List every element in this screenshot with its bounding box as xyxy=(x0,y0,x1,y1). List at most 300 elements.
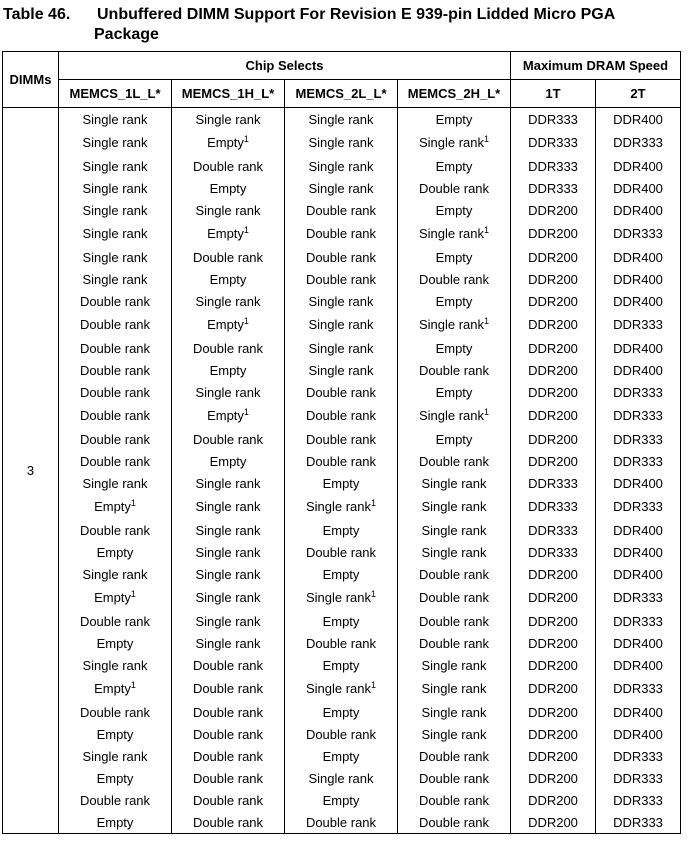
cell-value: Single rank xyxy=(195,499,261,514)
speed-2t-cell: DDR333 xyxy=(596,450,681,472)
table-row xyxy=(3,450,681,472)
cell-value: Double rank xyxy=(305,726,377,742)
cell-value: Double rank xyxy=(79,384,151,400)
cell-value: Single rank xyxy=(195,544,261,560)
cell-value: Empty xyxy=(322,657,360,673)
cell-value: Single rank xyxy=(421,522,487,538)
cell-value: Single rank xyxy=(421,704,487,720)
cell-value: Empty xyxy=(322,566,360,582)
cell-value: Single rank xyxy=(418,408,485,423)
cell-value: Double rank xyxy=(79,340,151,356)
speed-1t-cell: DDR200 xyxy=(511,312,596,337)
cell-value: Empty xyxy=(94,681,131,696)
footnote-marker: 1 xyxy=(484,225,490,235)
speed-2t-cell: DDR333 xyxy=(596,428,681,450)
footnote-marker: 1 xyxy=(484,134,490,144)
cell-value: Empty xyxy=(209,271,247,287)
chip-select-cell-memcs-1h xyxy=(172,450,285,472)
cell-value: Double rank xyxy=(79,613,151,629)
chip-select-cell-memcs-1h xyxy=(172,789,285,811)
footnote-marker: 1 xyxy=(130,680,136,690)
header-max-dram-speed: Maximum DRAM Speed xyxy=(511,52,681,80)
chip-select-cell-memcs-1l xyxy=(59,632,172,654)
chip-select-cell-memcs-2h xyxy=(398,312,511,337)
chip-select-cell-memcs-2l xyxy=(285,177,398,199)
chip-select-cell-memcs-1h xyxy=(172,155,285,177)
cell-value: Single rank xyxy=(195,522,261,538)
chip-select-cell-memcs-2l xyxy=(285,312,398,337)
chip-select-cell-memcs-1h xyxy=(172,428,285,450)
chip-select-cell-memcs-1l xyxy=(59,541,172,563)
chip-select-cell-memcs-1h xyxy=(172,767,285,789)
chip-select-cell-memcs-1h xyxy=(172,745,285,767)
chip-select-cell-memcs-2l xyxy=(285,108,398,131)
chip-select-cell-memcs-1l xyxy=(59,811,172,834)
chip-select-cell-memcs-1h xyxy=(172,177,285,199)
chip-select-cell-memcs-1l xyxy=(59,108,172,131)
cell-value: Double rank xyxy=(192,249,264,265)
cell-value: Double rank xyxy=(79,453,151,469)
chip-select-cell-memcs-1h xyxy=(172,268,285,290)
chip-select-cell-memcs-2h xyxy=(398,541,511,563)
chip-select-cell-memcs-1l xyxy=(59,199,172,221)
chip-select-cell-memcs-2l xyxy=(285,268,398,290)
speed-1t-cell: DDR200 xyxy=(511,337,596,359)
cell-value: Double rank xyxy=(418,613,490,629)
footnote-marker: 1 xyxy=(371,589,377,599)
cell-value: Double rank xyxy=(305,384,377,400)
speed-1t-cell: DDR200 xyxy=(511,246,596,268)
cell-value: Double rank xyxy=(305,249,377,265)
header-2t: 2T xyxy=(596,80,681,108)
speed-2t-cell: DDR333 xyxy=(596,811,681,834)
chip-select-cell-memcs-1h xyxy=(172,610,285,632)
chip-select-cell-memcs-2l xyxy=(285,563,398,585)
chip-select-cell-memcs-2h xyxy=(398,268,511,290)
chip-select-cell-memcs-1h xyxy=(172,494,285,519)
chip-select-cell-memcs-2h xyxy=(398,811,511,834)
footnote-marker: 1 xyxy=(243,407,249,417)
chip-select-cell-memcs-2l xyxy=(285,199,398,221)
speed-1t-cell: DDR333 xyxy=(511,541,596,563)
chip-select-cell-memcs-1l xyxy=(59,177,172,199)
speed-1t-cell: DDR200 xyxy=(511,403,596,428)
cell-value: Double rank xyxy=(192,770,264,786)
cell-value: Double rank xyxy=(418,566,490,582)
chip-select-cell-memcs-2l xyxy=(285,472,398,494)
chip-select-cell-memcs-2l xyxy=(285,654,398,676)
header-memcs-1h: MEMCS_1H_L* xyxy=(172,80,285,108)
table-row xyxy=(3,359,681,381)
cell-value: Empty xyxy=(322,613,360,629)
chip-select-cell-memcs-2h xyxy=(398,403,511,428)
chip-select-cell-memcs-1h xyxy=(172,403,285,428)
cell-value: Double rank xyxy=(79,704,151,720)
cell-value: Double rank xyxy=(79,431,151,447)
speed-2t-cell: DDR400 xyxy=(596,723,681,745)
chip-select-cell-memcs-2l xyxy=(285,789,398,811)
speed-2t-cell: DDR333 xyxy=(596,221,681,246)
chip-select-cell-memcs-2l xyxy=(285,494,398,519)
chip-select-cell-memcs-1l xyxy=(59,610,172,632)
cell-value: Single rank xyxy=(82,271,148,287)
speed-1t-cell: DDR200 xyxy=(511,268,596,290)
footnote-marker: 1 xyxy=(243,134,249,144)
chip-select-cell-memcs-2h xyxy=(398,767,511,789)
cell-value: Single rank xyxy=(421,475,487,491)
table-row xyxy=(3,676,681,701)
cell-value: Double rank xyxy=(418,271,490,287)
table-row xyxy=(3,290,681,312)
table-row xyxy=(3,632,681,654)
chip-select-cell-memcs-2l xyxy=(285,246,398,268)
cell-value: Empty xyxy=(207,317,244,332)
cell-value: Single rank xyxy=(82,475,148,491)
cell-value: Single rank xyxy=(421,657,487,673)
footnote-marker: 1 xyxy=(243,225,249,235)
header-dimms: DIMMs xyxy=(3,52,59,108)
table-row xyxy=(3,789,681,811)
cell-value: Empty xyxy=(209,453,247,469)
cell-value: Single rank xyxy=(418,226,485,241)
cell-value: Single rank xyxy=(308,340,374,356)
table-row xyxy=(3,130,681,155)
cell-value: Double rank xyxy=(192,792,264,808)
cell-value: Double rank xyxy=(192,681,264,696)
chip-select-cell-memcs-1h xyxy=(172,563,285,585)
chip-select-cell-memcs-2l xyxy=(285,290,398,312)
chip-select-cell-memcs-2h xyxy=(398,494,511,519)
cell-value: Empty xyxy=(435,111,473,127)
cell-value: Double rank xyxy=(305,408,377,423)
speed-1t-cell: DDR200 xyxy=(511,767,596,789)
speed-1t-cell: DDR200 xyxy=(511,745,596,767)
cell-value: Double rank xyxy=(305,226,377,241)
cell-value: Single rank xyxy=(308,317,374,332)
table-row xyxy=(3,199,681,221)
cell-value: Single rank xyxy=(82,135,148,150)
chip-select-cell-memcs-1h xyxy=(172,472,285,494)
chip-select-cell-memcs-1l xyxy=(59,654,172,676)
cell-value: Double rank xyxy=(192,158,264,174)
cell-value: Double rank xyxy=(418,180,490,196)
chip-select-cell-memcs-1l xyxy=(59,585,172,610)
chip-select-cell-memcs-2l xyxy=(285,337,398,359)
cell-value: Double rank xyxy=(418,453,490,469)
table-row xyxy=(3,585,681,610)
table-row xyxy=(3,811,681,834)
cell-value: Single rank xyxy=(308,770,374,786)
chip-select-cell-memcs-2l xyxy=(285,723,398,745)
cell-value: Empty xyxy=(435,340,473,356)
chip-select-cell-memcs-1l xyxy=(59,767,172,789)
speed-2t-cell: DDR333 xyxy=(596,585,681,610)
cell-value: Empty xyxy=(435,249,473,265)
header-1t: 1T xyxy=(511,80,596,108)
cell-value: Double rank xyxy=(418,362,490,378)
cell-value: Double rank xyxy=(305,271,377,287)
cell-value: Single rank xyxy=(195,566,261,582)
table-row xyxy=(3,312,681,337)
table-title xyxy=(3,5,693,45)
speed-2t-cell: DDR333 xyxy=(596,676,681,701)
chip-select-cell-memcs-1h xyxy=(172,519,285,541)
cell-value: Empty xyxy=(207,226,244,241)
chip-select-cell-memcs-2l xyxy=(285,359,398,381)
table-row xyxy=(3,155,681,177)
chip-select-cell-memcs-1l xyxy=(59,428,172,450)
cell-value: Double rank xyxy=(418,792,490,808)
table-row xyxy=(3,221,681,246)
cell-value: Single rank xyxy=(305,590,372,605)
chip-select-cell-memcs-2h xyxy=(398,155,511,177)
speed-1t-cell: DDR200 xyxy=(511,563,596,585)
cell-value: Single rank xyxy=(421,544,487,560)
chip-select-cell-memcs-1h xyxy=(172,130,285,155)
table-number: Table 46. xyxy=(3,6,71,23)
cell-value: Empty xyxy=(96,635,134,651)
cell-value: Empty xyxy=(322,522,360,538)
cell-value: Double rank xyxy=(305,635,377,651)
cell-value: Double rank xyxy=(305,814,377,830)
chip-select-cell-memcs-1h xyxy=(172,676,285,701)
speed-2t-cell: DDR333 xyxy=(596,312,681,337)
cell-value: Single rank xyxy=(82,226,148,241)
cell-value: Empty xyxy=(435,293,473,309)
table-title-line2: Package xyxy=(94,26,159,43)
speed-1t-cell: DDR200 xyxy=(511,450,596,472)
chip-select-cell-memcs-1h xyxy=(172,221,285,246)
chip-select-cell-memcs-1l xyxy=(59,268,172,290)
speed-2t-cell: DDR400 xyxy=(596,268,681,290)
speed-1t-cell: DDR200 xyxy=(511,789,596,811)
speed-1t-cell: DDR333 xyxy=(511,519,596,541)
speed-1t-cell: DDR200 xyxy=(511,654,596,676)
chip-select-cell-memcs-2l xyxy=(285,701,398,723)
chip-select-cell-memcs-2l xyxy=(285,155,398,177)
chip-select-cell-memcs-2h xyxy=(398,381,511,403)
cell-value: Double rank xyxy=(305,544,377,560)
chip-select-cell-memcs-2h xyxy=(398,676,511,701)
table-row xyxy=(3,563,681,585)
chip-select-cell-memcs-2h xyxy=(398,450,511,472)
speed-2t-cell: DDR333 xyxy=(596,767,681,789)
speed-1t-cell: DDR333 xyxy=(511,155,596,177)
speed-2t-cell: DDR400 xyxy=(596,654,681,676)
chip-select-cell-memcs-2l xyxy=(285,221,398,246)
speed-2t-cell: DDR333 xyxy=(596,130,681,155)
cell-value: Empty xyxy=(209,362,247,378)
chip-select-cell-memcs-1l xyxy=(59,701,172,723)
speed-1t-cell: DDR200 xyxy=(511,610,596,632)
table-row xyxy=(3,246,681,268)
speed-1t-cell: DDR200 xyxy=(511,221,596,246)
chip-select-cell-memcs-2h xyxy=(398,472,511,494)
speed-1t-cell: DDR200 xyxy=(511,723,596,745)
cell-value: Double rank xyxy=(305,431,377,447)
footnote-marker: 1 xyxy=(371,498,377,508)
cell-value: Single rank xyxy=(195,293,261,309)
chip-select-cell-memcs-2h xyxy=(398,359,511,381)
table-row xyxy=(3,494,681,519)
chip-select-cell-memcs-1h xyxy=(172,199,285,221)
chip-select-cell-memcs-2h xyxy=(398,246,511,268)
footnote-marker: 1 xyxy=(371,680,377,690)
speed-2t-cell: DDR400 xyxy=(596,337,681,359)
chip-select-cell-memcs-2h xyxy=(398,632,511,654)
chip-select-cell-memcs-2h xyxy=(398,610,511,632)
speed-2t-cell: DDR333 xyxy=(596,745,681,767)
table-row xyxy=(3,177,681,199)
cell-value: Empty xyxy=(322,748,360,764)
chip-select-cell-memcs-2h xyxy=(398,177,511,199)
cell-value: Empty xyxy=(435,431,473,447)
cell-value: Empty xyxy=(96,544,134,560)
cell-value: Double rank xyxy=(192,726,264,742)
speed-2t-cell: DDR400 xyxy=(596,359,681,381)
cell-value: Single rank xyxy=(195,590,261,605)
speed-2t-cell: DDR333 xyxy=(596,610,681,632)
chip-select-cell-memcs-2l xyxy=(285,585,398,610)
chip-select-cell-memcs-2l xyxy=(285,811,398,834)
cell-value: Empty xyxy=(322,475,360,491)
cell-value: Empty xyxy=(96,726,134,742)
cell-value: Empty xyxy=(207,408,244,423)
cell-value: Single rank xyxy=(421,499,487,514)
chip-select-cell-memcs-2l xyxy=(285,428,398,450)
chip-select-cell-memcs-1h xyxy=(172,541,285,563)
chip-select-cell-memcs-1l xyxy=(59,155,172,177)
chip-select-cell-memcs-2h xyxy=(398,428,511,450)
cell-value: Single rank xyxy=(305,681,372,696)
chip-select-cell-memcs-2h xyxy=(398,130,511,155)
cell-value: Single rank xyxy=(82,748,148,764)
speed-2t-cell: DDR333 xyxy=(596,494,681,519)
speed-2t-cell: DDR400 xyxy=(596,177,681,199)
cell-value: Empty xyxy=(322,792,360,808)
chip-select-cell-memcs-2l xyxy=(285,130,398,155)
header-chip-selects: Chip Selects xyxy=(59,52,511,80)
table-row xyxy=(3,337,681,359)
chip-select-cell-memcs-2h xyxy=(398,337,511,359)
chip-select-cell-memcs-1l xyxy=(59,676,172,701)
cell-value: Double rank xyxy=(79,317,151,332)
cell-value: Single rank xyxy=(82,180,148,196)
table-row xyxy=(3,767,681,789)
speed-1t-cell: DDR200 xyxy=(511,632,596,654)
chip-select-cell-memcs-1l xyxy=(59,450,172,472)
speed-2t-cell: DDR333 xyxy=(596,403,681,428)
table-body xyxy=(3,108,681,834)
speed-1t-cell: DDR333 xyxy=(511,108,596,131)
cell-value: Single rank xyxy=(308,111,374,127)
speed-2t-cell: DDR333 xyxy=(596,789,681,811)
cell-value: Double rank xyxy=(418,635,490,651)
table-row xyxy=(3,519,681,541)
chip-select-cell-memcs-2l xyxy=(285,403,398,428)
cell-value: Double rank xyxy=(418,590,490,605)
speed-2t-cell: DDR400 xyxy=(596,632,681,654)
chip-select-cell-memcs-1h xyxy=(172,312,285,337)
cell-value: Single rank xyxy=(308,180,374,196)
speed-2t-cell: DDR400 xyxy=(596,563,681,585)
chip-select-cell-memcs-2l xyxy=(285,541,398,563)
chip-select-cell-memcs-1h xyxy=(172,337,285,359)
speed-1t-cell: DDR200 xyxy=(511,811,596,834)
cell-value: Empty xyxy=(322,704,360,720)
table-row xyxy=(3,745,681,767)
chip-select-cell-memcs-2l xyxy=(285,610,398,632)
chip-select-cell-memcs-1l xyxy=(59,403,172,428)
chip-select-cell-memcs-1h xyxy=(172,632,285,654)
chip-select-cell-memcs-2l xyxy=(285,450,398,472)
speed-2t-cell: DDR400 xyxy=(596,246,681,268)
chip-select-cell-memcs-2l xyxy=(285,381,398,403)
cell-value: Empty xyxy=(207,135,244,150)
speed-1t-cell: DDR200 xyxy=(511,701,596,723)
cell-value: Single rank xyxy=(82,566,148,582)
speed-1t-cell: DDR333 xyxy=(511,130,596,155)
chip-select-cell-memcs-1l xyxy=(59,789,172,811)
cell-value: Double rank xyxy=(79,293,151,309)
dimm-count-cell: 3 xyxy=(3,108,59,834)
table-row xyxy=(3,541,681,563)
cell-value: Double rank xyxy=(192,340,264,356)
cell-value: Single rank xyxy=(82,657,148,673)
footnote-marker: 1 xyxy=(243,316,249,326)
cell-value: Double rank xyxy=(79,792,151,808)
chip-select-cell-memcs-2h xyxy=(398,290,511,312)
chip-select-cell-memcs-1l xyxy=(59,221,172,246)
chip-select-cell-memcs-2h xyxy=(398,585,511,610)
chip-select-cell-memcs-1h xyxy=(172,290,285,312)
cell-value: Empty xyxy=(435,202,473,218)
cell-value: Double rank xyxy=(418,770,490,786)
chip-select-cell-memcs-1l xyxy=(59,745,172,767)
chip-select-cell-memcs-1h xyxy=(172,359,285,381)
chip-select-cell-memcs-2h xyxy=(398,701,511,723)
header-memcs-2h: MEMCS_2H_L* xyxy=(398,80,511,108)
table-row xyxy=(3,723,681,745)
table-row xyxy=(3,381,681,403)
cell-value: Single rank xyxy=(82,249,148,265)
table-title-line1: Unbuffered DIMM Support For Revision E 939-pin Lidded Micro PGA xyxy=(97,6,616,23)
chip-select-cell-memcs-1l xyxy=(59,246,172,268)
chip-select-cell-memcs-2h xyxy=(398,723,511,745)
table-row xyxy=(3,654,681,676)
chip-select-cell-memcs-1h xyxy=(172,811,285,834)
cell-value: Empty xyxy=(94,499,131,514)
speed-2t-cell: DDR400 xyxy=(596,108,681,131)
cell-value: Single rank xyxy=(305,499,372,514)
chip-select-cell-memcs-1l xyxy=(59,130,172,155)
cell-value: Single rank xyxy=(82,202,148,218)
speed-2t-cell: DDR400 xyxy=(596,155,681,177)
cell-value: Single rank xyxy=(308,158,374,174)
table-row xyxy=(3,428,681,450)
cell-value: Single rank xyxy=(308,135,374,150)
table-row xyxy=(3,610,681,632)
cell-value: Empty xyxy=(96,770,134,786)
cell-value: Single rank xyxy=(195,384,261,400)
chip-select-cell-memcs-1h xyxy=(172,381,285,403)
chip-select-cell-memcs-1h xyxy=(172,723,285,745)
header-memcs-1l: MEMCS_1L_L* xyxy=(59,80,172,108)
chip-select-cell-memcs-1l xyxy=(59,723,172,745)
cell-value: Empty xyxy=(96,814,134,830)
cell-value: Single rank xyxy=(421,681,487,696)
cell-value: Double rank xyxy=(305,202,377,218)
